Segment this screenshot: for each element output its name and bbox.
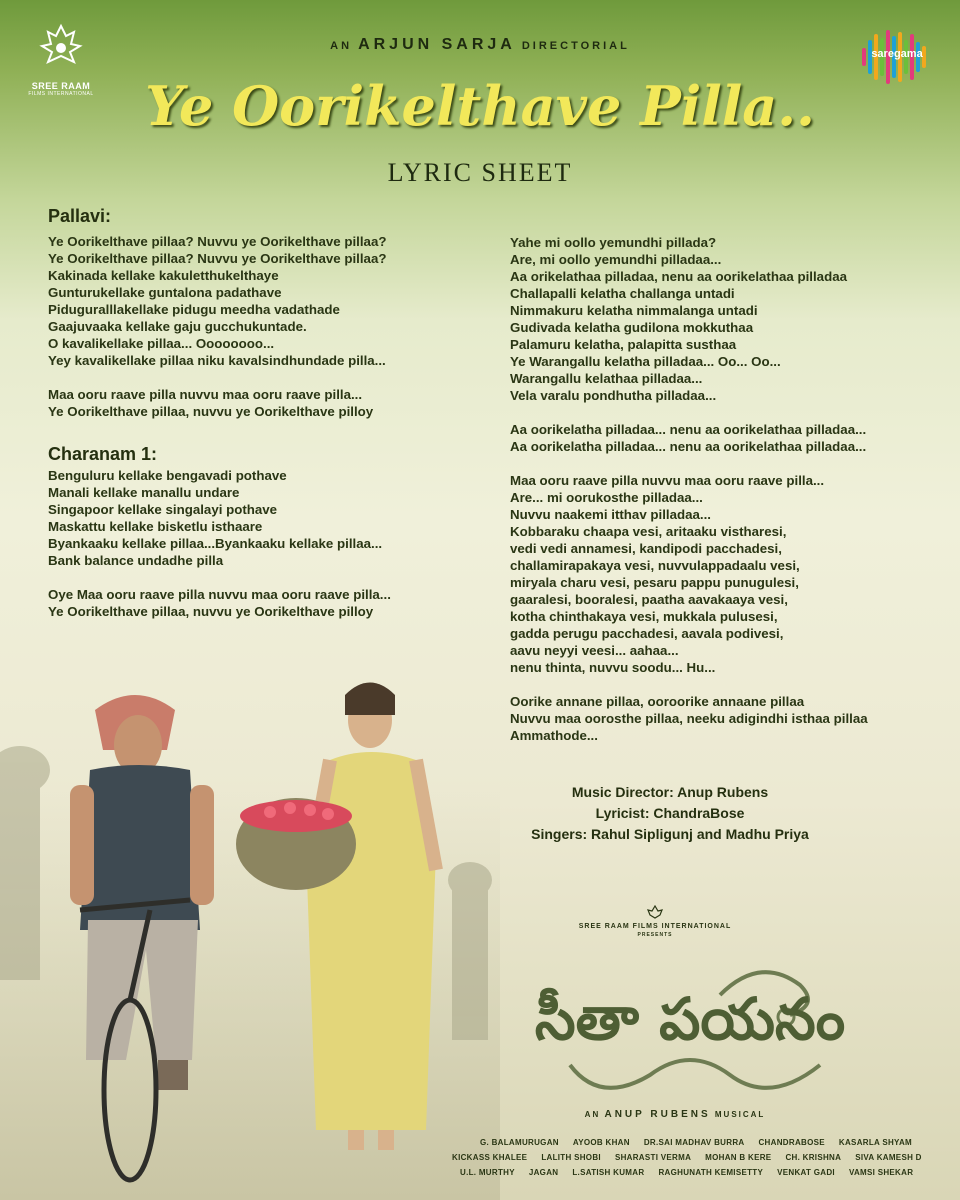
lyric-line: Bank balance undadhe pilla	[48, 553, 224, 568]
lyric-line: Oye Maa ooru raave pilla nuvvu maa ooru raave pilla...	[48, 587, 391, 602]
singers: Singers: Rahul Sipligunj and Madhu Priya	[531, 826, 809, 842]
stanza-gap	[510, 676, 930, 693]
crew-name: CH. KRISHNA	[785, 1153, 842, 1162]
crew-name: G. BALAMURUGAN	[480, 1138, 559, 1147]
flower-basket-icon	[236, 798, 356, 890]
crew-name: L.SATISH KUMAR	[572, 1168, 645, 1177]
lyric-line: Vela varalu pondhutha pilladaa...	[510, 388, 717, 403]
lyric-line: Ye Oorikelthave pillaa? Nuvvu ye Oorikelthave pillaa?	[48, 251, 387, 266]
song-title: Ye Oorikelthave Pilla..	[145, 74, 815, 138]
lyric-line: Oorike annane pillaa, ooroorike annaane pillaa	[510, 694, 805, 709]
lyric-line: Kobbaraku chaapa vesi, aritaaku vistharesi,	[510, 524, 787, 539]
logo-name: SREE RAAM	[31, 81, 91, 91]
lyric-line: miryala charu vesi, pesaru pappu punugulesi,	[510, 575, 799, 590]
stanza-gap	[48, 569, 468, 586]
production-house: SREE RAAM FILMS INTERNATIONAL	[578, 923, 732, 930]
crew-name: KASARLA SHYAM	[838, 1138, 912, 1147]
lyricist: Lyricist: ChandraBose	[595, 805, 745, 821]
pallavi-heading: Pallavi:	[48, 206, 112, 226]
music-director: Music Director: Anup Rubens	[571, 784, 769, 800]
lyric-line: Aa oorikelatha pilladaa... nenu aa oorikelathaa pilladaa...	[510, 422, 867, 437]
crew-name: JAGAN	[528, 1168, 559, 1177]
lyric-line: Byankaaku kellake pillaa...Byankaaku kellake pillaa...	[48, 536, 383, 551]
woman-figure	[306, 683, 436, 1151]
crew-name: U.L. MURTHY	[460, 1168, 515, 1177]
lyric-line: O kavalikellake pillaa... Oooooooo...	[48, 336, 275, 351]
lyric-line: Gudivada kelatha gudilona mokkuthaa	[510, 320, 754, 335]
presents-block	[540, 905, 770, 938]
lyric-line: gaaralesi, booralesi, paatha aavakaaya vesi,	[510, 592, 788, 607]
lyric-line: Kakinada kellake kakuletthukelthaye	[48, 268, 279, 283]
lyric-line: Are, mi oollo yemundhi pilladaa...	[510, 252, 722, 267]
left-lyrics-column	[48, 208, 468, 620]
crew-name: RAGHUNATH KEMISETTY	[658, 1168, 764, 1177]
lyric-line: Nimmakuru kelatha nimmalanga untadi	[510, 303, 758, 318]
director-line: AN ARJUN SARJA DIRECTORIAL	[330, 36, 630, 53]
lyric-line: Yey kavalikellake pillaa niku kavalsindhundade pilla...	[48, 353, 386, 368]
lyric-sheet-heading: LYRIC SHEET	[387, 158, 573, 187]
crew-name: VAMSI SHEKAR	[848, 1168, 914, 1177]
credits-block	[510, 782, 830, 845]
movie-title-text: సీతా పయనం	[534, 985, 846, 1053]
presents-label: PRESENTS	[637, 932, 673, 938]
charanam-heading: Charanam 1:	[48, 444, 158, 464]
movie-title-logo	[530, 955, 850, 1105]
musical-line: AN ANUP RUBENS MUSICAL	[584, 1109, 766, 1120]
crew-name: VENKAT GADI	[777, 1168, 835, 1177]
lyric-line: Are... mi oorukosthe pilladaa...	[510, 490, 703, 505]
right-lyrics-column	[510, 234, 930, 744]
lyric-line: gadda perugu pacchadesi, aavala podivesi,	[510, 626, 784, 641]
crew-name: CHANDRABOSE	[758, 1138, 825, 1147]
pallavi-lines	[48, 233, 468, 420]
lyric-line: Ye Oorikelthave pillaa, nuvvu ye Oorikelthave pilloy	[48, 404, 374, 419]
crew-row-1	[480, 1138, 926, 1147]
stanza-gap	[48, 369, 468, 386]
lyric-line: Nuvvu maa oorosthe pillaa, neeku adigindhi isthaa pillaa	[510, 711, 868, 726]
small-emblem-icon	[647, 905, 663, 919]
crew-name: KICKASS KHALEE	[452, 1153, 528, 1162]
logo-tagline: FILMS INTERNATIONAL	[28, 91, 94, 97]
stanza-gap	[510, 455, 930, 472]
crew-row-3	[460, 1168, 927, 1177]
lyric-line: Aa orikelathaa pilladaa, nenu aa oorikelathaa pilladaa	[510, 269, 847, 284]
saregama-text: saregama	[871, 48, 923, 60]
crew-row-2	[452, 1153, 936, 1162]
lyric-line: kotha chinthakaya vesi, mukkala pulusesi,	[510, 609, 778, 624]
lyric-line: Gaajuvaaka kellake gaju gucchukuntade.	[48, 319, 307, 334]
lyric-line: Nuvvu naakemi itthav pilladaa...	[510, 507, 711, 522]
lyric-line: Maskattu kellake bisketlu isthaare	[48, 519, 263, 534]
crew-name: DR.SAI MADHAV BURRA	[643, 1138, 745, 1147]
lyric-line: challamirapakaya vesi, nuvvulappadaalu vesi,	[510, 558, 800, 573]
crew-name: MOHAN B KERE	[705, 1153, 772, 1162]
crew-name: SHARASTI VERMA	[614, 1153, 692, 1162]
charanam-lines	[48, 467, 468, 620]
lyric-line: vedi vedi annamesi, kandipodi pacchadesi,	[510, 541, 782, 556]
lyric-line: Aa oorikelatha pilladaa... nenu aa oorikelathaa pilladaa...	[510, 439, 867, 454]
crew-name: LALITH SHOBI	[541, 1153, 601, 1162]
lyric-line: Maa ooru raave pilla nuvvu maa ooru raave pilla...	[48, 387, 363, 402]
crew-name: SIVA KAMESH D	[855, 1153, 922, 1162]
lyric-line: Singapoor kellake singalayi pothave	[48, 502, 278, 517]
lyric-line: nenu thinta, nuvvu soodu... Hu...	[510, 660, 716, 675]
lyric-line: Manali kellake manallu undare	[48, 485, 240, 500]
lyric-line: Warangallu kelathaa pilladaa...	[510, 371, 703, 386]
lyric-line: Benguluru kellake bengavadi pothave	[48, 468, 287, 483]
lyric-line: Palamuru kelatha, palapitta susthaa	[510, 337, 737, 352]
lyric-line: Maa ooru raave pilla nuvvu maa ooru raave pilla...	[510, 473, 825, 488]
lyric-line: Ye Oorikelthave pillaa? Nuvvu ye Oorikelthave pillaa?	[48, 234, 387, 249]
lyric-line: Yahe mi oollo yemundhi pillada?	[510, 235, 717, 250]
couple-bicycle-illustration	[0, 620, 500, 1200]
lyric-line: Ye Warangallu kelatha pilladaa... Oo... Oo...	[510, 354, 781, 369]
stanza-gap	[510, 404, 930, 421]
lyric-line: Ammathode...	[510, 728, 598, 743]
crew-name: AYOOB KHAN	[572, 1138, 630, 1147]
lyric-line: Gunturukellake guntalona padathave	[48, 285, 282, 300]
lyric-line: Piduguralllakellake pidugu meedha vadathade	[48, 302, 340, 317]
lyric-line: aavu neyyi veesi... aahaa...	[510, 643, 679, 658]
lyric-line: Ye Oorikelthave pillaa, nuvvu ye Oorikelthave pilloy	[48, 604, 374, 619]
lyric-line: Challapalli kelatha challanga untadi	[510, 286, 735, 301]
